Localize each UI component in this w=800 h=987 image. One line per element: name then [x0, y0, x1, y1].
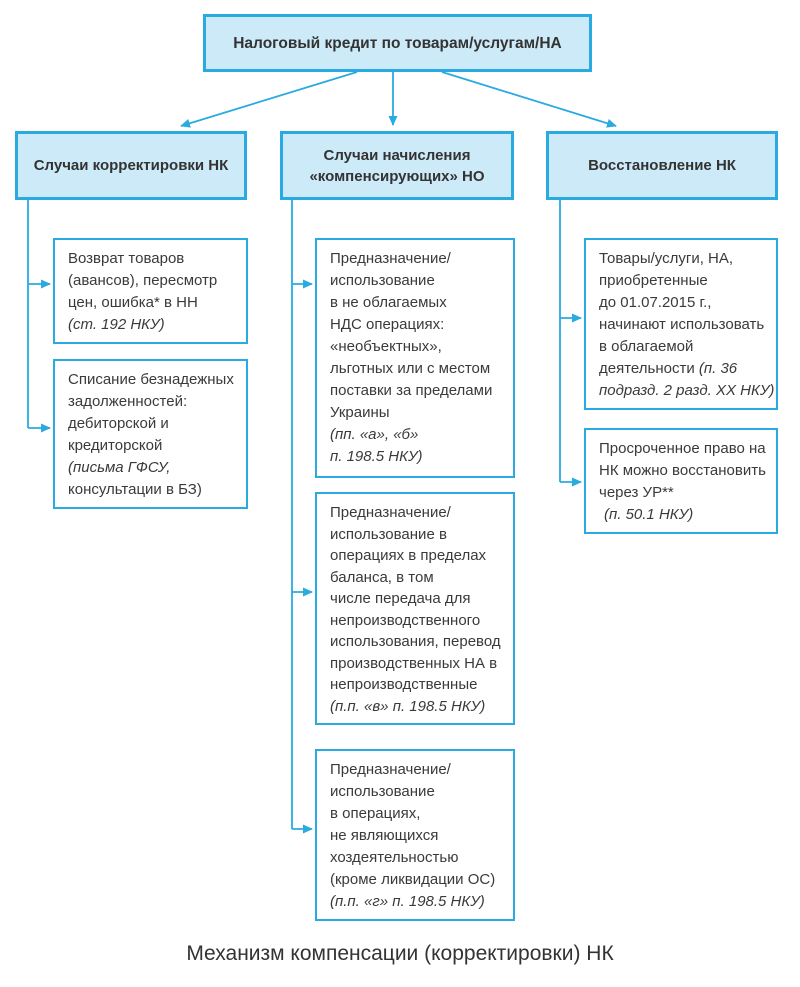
node-text-line: (кроме ликвидации ОС) — [330, 871, 496, 888]
node-text-line: использования, перевод — [330, 633, 501, 650]
node-expired-nk-restore — [584, 428, 778, 534]
node-non-economic-operations — [315, 749, 515, 921]
node-text-line: приобретенные — [599, 272, 708, 289]
node-text-line: НК можно восстановить — [599, 462, 766, 479]
node-text-line: льготных или с местом — [330, 360, 491, 377]
node-text-segment: деятельности — [599, 360, 699, 377]
node-text-line: консультации в БЗ) — [68, 481, 202, 498]
node-citation-line: (п. 50.1 НКУ) — [604, 506, 694, 523]
arrow-root-to-col1 — [181, 72, 357, 126]
node-citation-line: (п.п. «г» п. 198.5 НКУ) — [330, 893, 485, 910]
arrow-root-to-col3 — [442, 72, 616, 126]
node-citation-line: (ст. 192 НКУ) — [68, 316, 165, 333]
node-citation-line: (п.п. «в» п. 198.5 НКУ) — [330, 697, 486, 715]
node-text-line: «необъектных», — [330, 338, 442, 355]
node-text-line: поставки за пределами — [330, 382, 493, 399]
node-text-line: Просроченное право на — [599, 440, 766, 457]
root-node-label: Налоговый кредит по товарам/услугам/НА — [233, 34, 562, 52]
node-text-line: использование — [330, 272, 435, 289]
node-bad-debts-writeoff — [53, 359, 248, 509]
figure-caption: Механизм компенсации (корректировки) НК — [186, 942, 614, 965]
node-text-line: Предназначение/ — [330, 250, 451, 267]
node-text-line: использование в — [330, 525, 447, 543]
node-text-line: хоздеятельностью — [330, 849, 459, 866]
node-within-balance-operations — [315, 492, 515, 725]
node-text-line: кредиторской — [68, 437, 163, 454]
node-text-line: дебиторской и — [68, 415, 169, 432]
node-text-line: Предназначение/ — [330, 761, 451, 778]
header-nk-restoration — [546, 131, 778, 200]
node-text-line: (авансов), пересмотр — [68, 272, 218, 289]
node-text-line: до 01.07.2015 г., — [599, 294, 712, 311]
header-label: Случаи начисления «компенсирующих» НО — [309, 146, 485, 185]
node-text-line: Украины — [330, 404, 390, 421]
node-text-line: НДС операциях: — [330, 316, 445, 333]
node-text-line: баланса, в том — [330, 568, 434, 586]
node-text-line: операциях в пределах — [330, 547, 487, 564]
root-node — [203, 14, 592, 72]
node-text-line: в не облагаемых — [330, 294, 447, 311]
header-compensating-no-cases — [280, 131, 514, 200]
node-text-line: цен, ошибка* в НН — [68, 294, 198, 311]
node-text-line: начинают использовать — [599, 316, 765, 333]
node-pre-2015-goods — [584, 238, 778, 410]
node-text-line: Возврат товаров — [68, 250, 185, 267]
node-text-line: задолженностей: — [68, 393, 188, 410]
node-text-line — [599, 358, 770, 380]
node-citation-line: подразд. 2 разд. XX НКУ) — [599, 382, 775, 399]
node-text-line: числе передача для — [330, 590, 471, 607]
node-citation-segment: (п. 36 — [698, 360, 738, 377]
node-nontaxable-vat-operations — [315, 238, 515, 478]
node-citation-line: п. 198.5 НКУ) — [330, 448, 423, 465]
node-text-line: непроизводственного — [330, 611, 481, 629]
node-text-line: использование — [330, 783, 435, 800]
header-label: Случаи корректировки НК — [33, 157, 229, 174]
header-label: Восстановление НК — [588, 157, 736, 174]
node-text-line: Списание безнадежных — [68, 371, 234, 388]
node-text-line: не являющихся — [330, 827, 439, 844]
node-text-line: Товары/услуги, НА, — [599, 250, 734, 267]
node-text-line: Предназначение/ — [330, 504, 451, 521]
node-text-line: в операциях, — [330, 805, 421, 822]
node-text-line: производственных НА в — [330, 654, 498, 672]
header-nk-correction-cases — [15, 131, 247, 200]
node-goods-return — [53, 238, 248, 344]
node-citation-line: (письма ГФСУ, — [68, 459, 171, 476]
node-text-line: в облагаемой — [599, 338, 694, 355]
node-text-line: непроизводственные — [330, 676, 478, 693]
node-citation-line: (пп. «а», «б» — [330, 426, 419, 443]
node-text-line: через УР** — [599, 484, 674, 501]
